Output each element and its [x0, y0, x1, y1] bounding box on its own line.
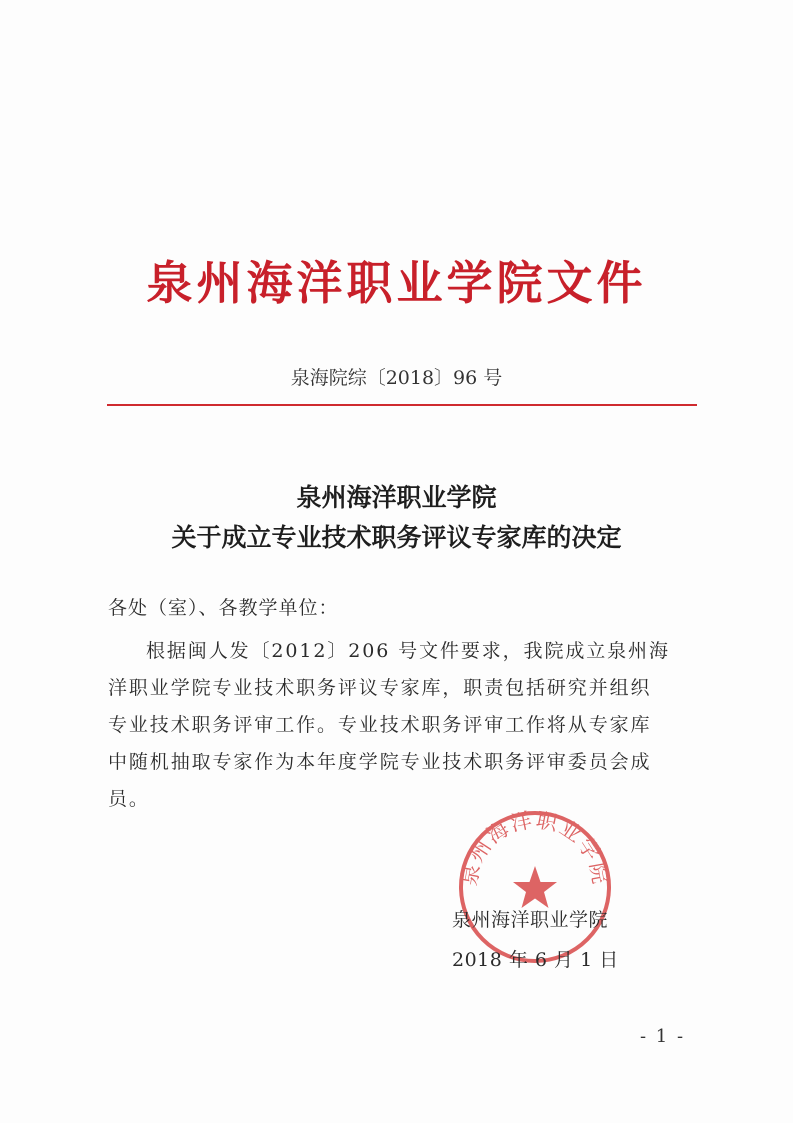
header-red-divider	[107, 404, 697, 406]
body-line: 中随机抽取专家作为本年度学院专业技术职务评审委员会成	[108, 751, 652, 773]
page-number: - 1 -	[640, 1026, 686, 1047]
document-number: 泉海院综〔2018〕96 号	[290, 367, 503, 389]
body-line: 洋职业学院专业技术职务评议专家库，职责包括研究并组织	[108, 677, 652, 699]
seal-star-icon	[513, 866, 557, 908]
body-line: 专业技术职务评审工作。专业技术职务评审工作将从专家库	[108, 714, 652, 736]
document-header-title: 泉州海洋职业学院文件	[146, 256, 647, 310]
signature-organization: 泉州海洋职业学院	[452, 909, 609, 931]
signature-date: 2018 年 6 月 1 日	[452, 949, 619, 971]
salutation: 各处（室）、各教学单位：	[108, 597, 339, 619]
body-line: 根据闽人发〔2012〕206 号文件要求，我院成立泉州海	[146, 640, 670, 662]
document-title-line-1: 泉州海洋职业学院	[296, 483, 497, 512]
document-title-line-2: 关于成立专业技术职务评议专家库的决定	[171, 523, 622, 552]
body-line: 员。	[108, 788, 150, 810]
seal-arc-text: 泉州海洋职业学院	[457, 808, 613, 888]
official-seal-stamp	[456, 808, 614, 966]
